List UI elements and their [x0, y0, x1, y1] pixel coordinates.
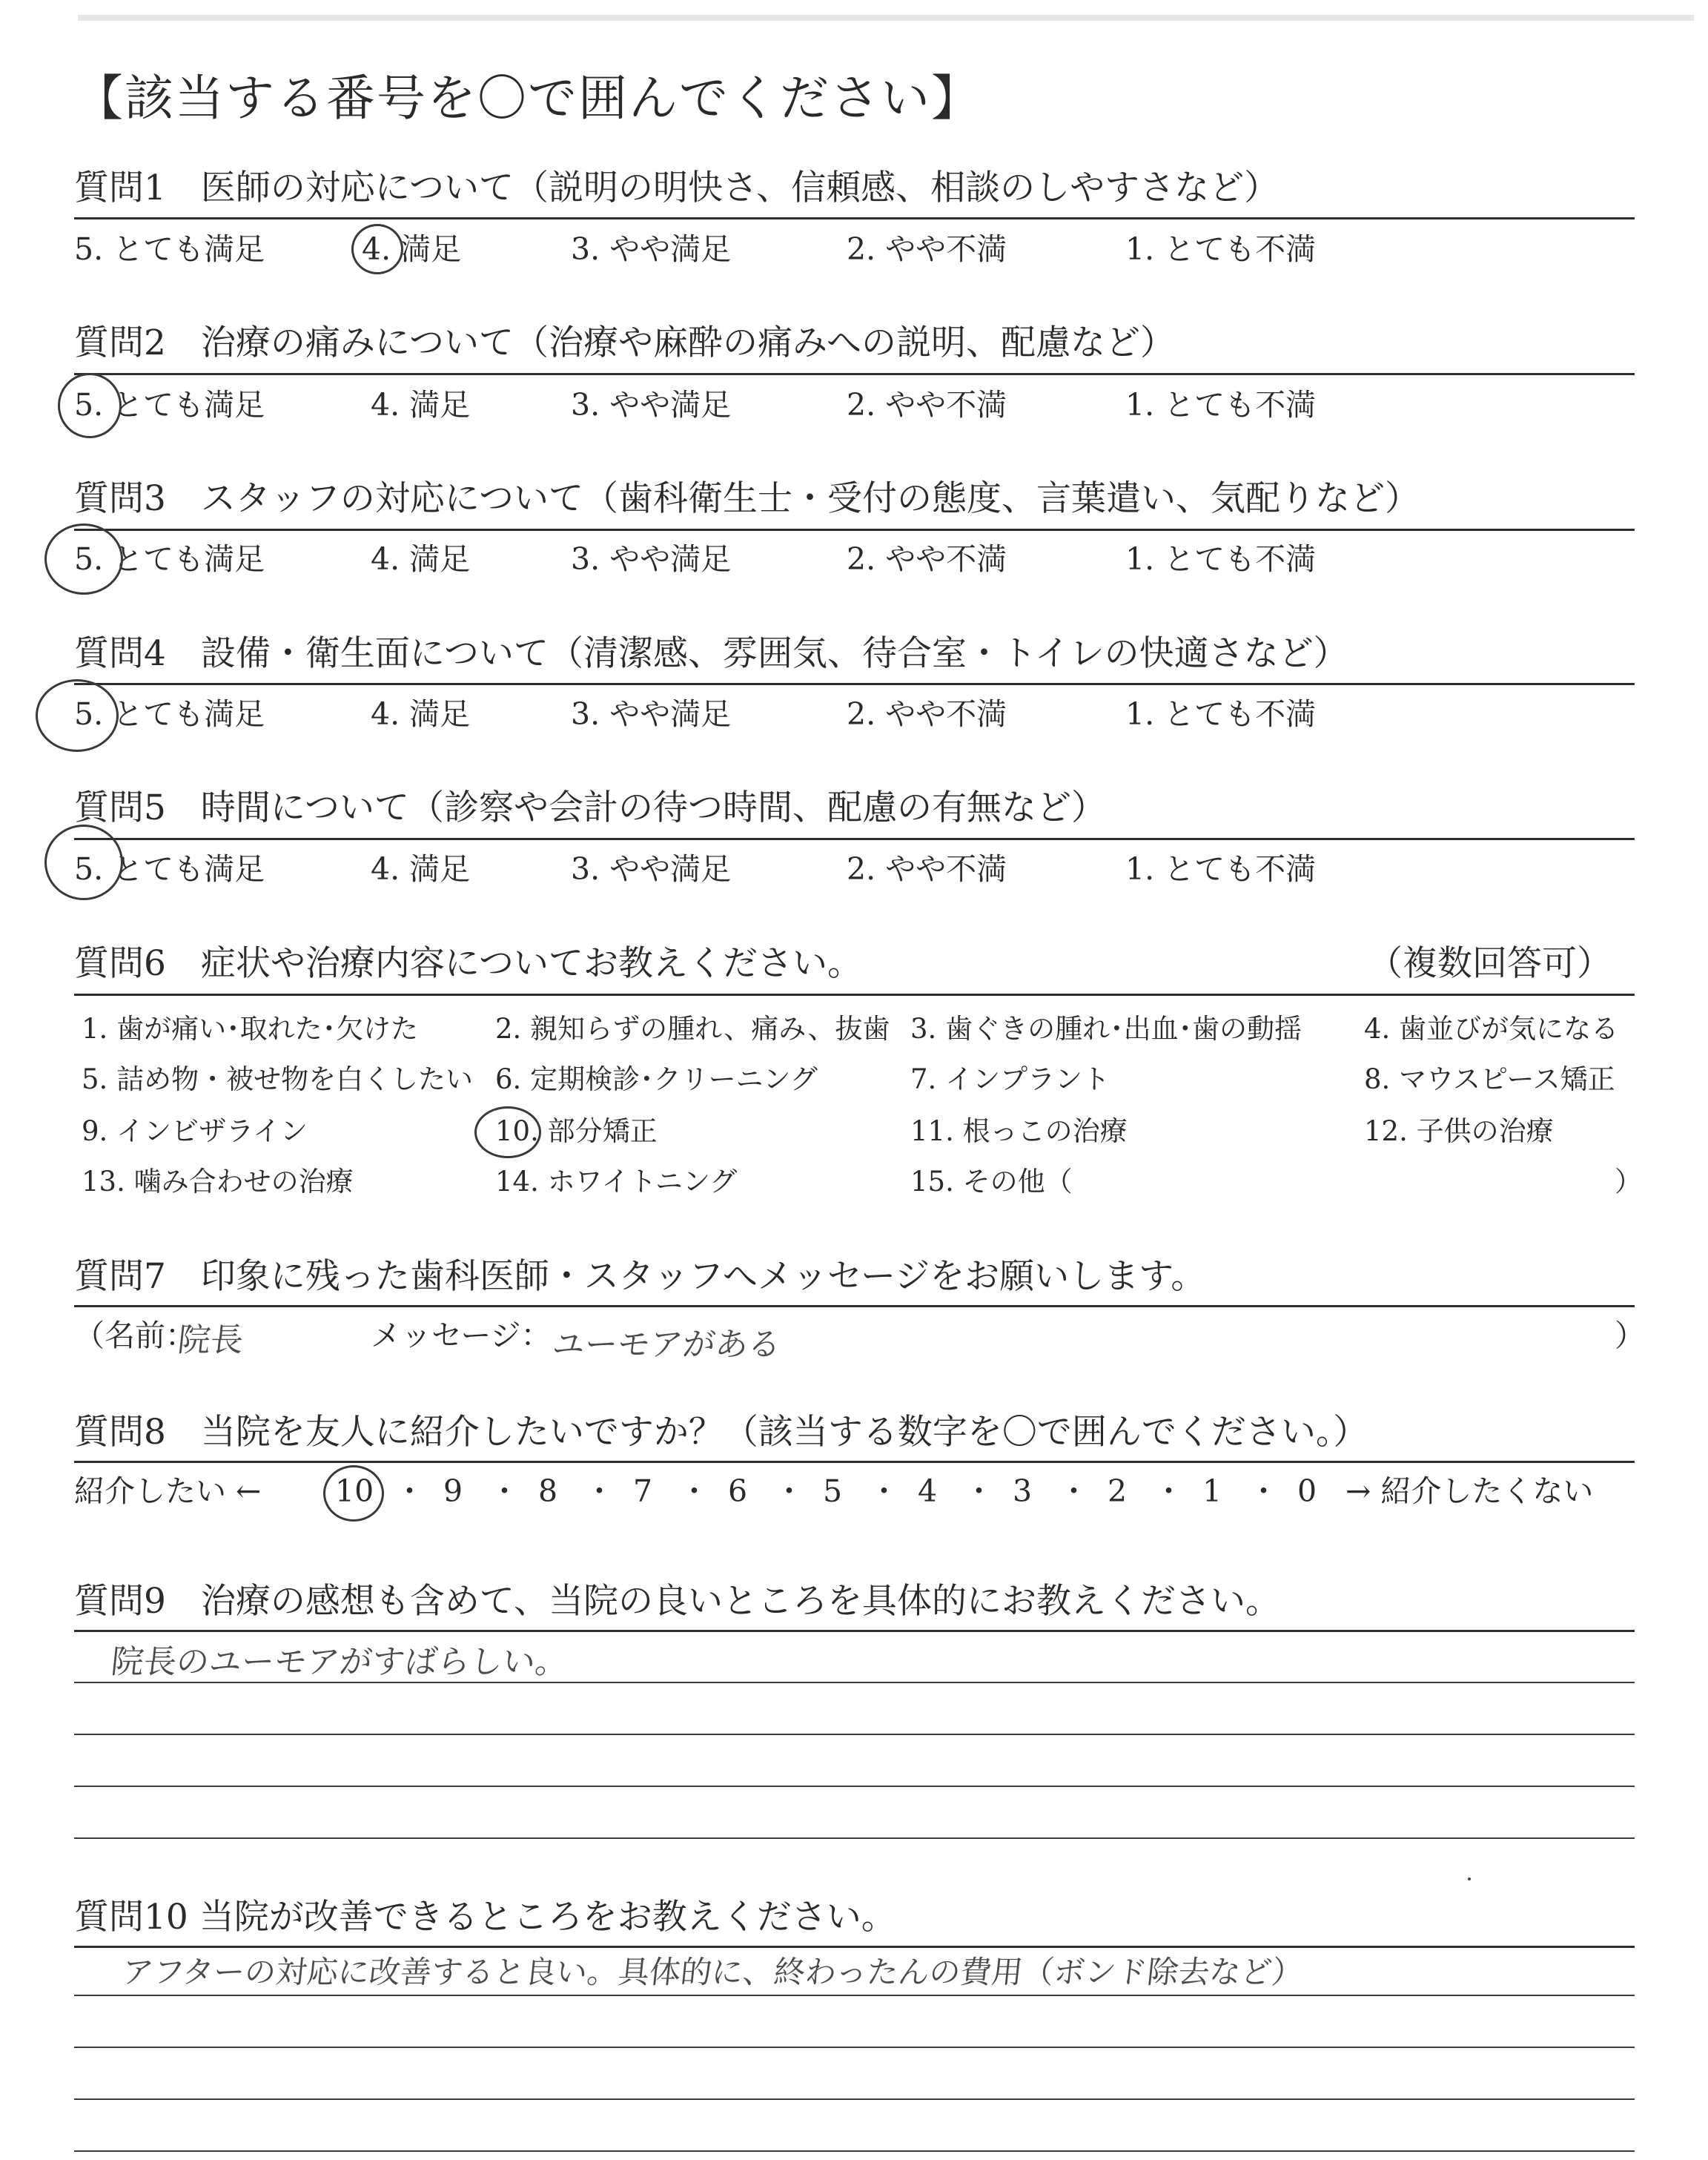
q6-option-1[interactable]: 1. 歯が痛い･取れた･欠けた [82, 1013, 419, 1045]
q4-option-1[interactable]: 1. とても不満 [1125, 696, 1317, 732]
q2-option-2[interactable]: 2. やや不満 [847, 387, 1007, 423]
q1-option-1[interactable]: 1. とても不満 [1125, 231, 1317, 267]
selection-circle-q5 [44, 825, 123, 900]
answer-line [74, 1786, 1635, 1787]
question-5-rule [74, 838, 1635, 840]
q8-scale-0[interactable]: 0 [1297, 1473, 1317, 1509]
q8-left-label: 紹介したい ← [74, 1473, 262, 1509]
answer-line [74, 1837, 1635, 1839]
q8-separator-dot: ・ [489, 1473, 520, 1509]
selection-circle-q2 [58, 373, 122, 438]
q6-option-7[interactable]: 7. インプラント [910, 1063, 1110, 1095]
q8-scale-9[interactable]: 9 [443, 1473, 463, 1509]
q6-option-10[interactable]: 10. 部分矯正 [495, 1115, 658, 1147]
q8-scale-4[interactable]: 4 [918, 1473, 938, 1509]
q8-separator-dot: ・ [1248, 1473, 1279, 1509]
q3-option-2[interactable]: 2. やや不満 [847, 541, 1007, 577]
question-4-rule [74, 683, 1635, 685]
q3-option-3[interactable]: 3. やや満足 [571, 541, 732, 577]
question-1-rule [74, 217, 1635, 219]
q8-scale-7[interactable]: 7 [633, 1473, 653, 1509]
q10-handwritten-answer[interactable]: アフターの対応に改善すると良い。具体的に、終わったんの費用（ボンド除去など） [120, 1954, 1305, 1990]
q6-option-12[interactable]: 12. 子供の治療 [1364, 1115, 1554, 1147]
answer-line [74, 1734, 1635, 1735]
answer-line [74, 2150, 1635, 2152]
q6-option-13[interactable]: 13. 噛み合わせの治療 [82, 1166, 354, 1198]
question-6-rule [74, 994, 1635, 996]
q6-option-9[interactable]: 9. インビザライン [82, 1115, 308, 1147]
q2-option-1[interactable]: 1. とても不満 [1125, 387, 1317, 423]
q5-option-4[interactable]: 4. 満足 [371, 851, 471, 887]
q8-separator-dot: ・ [774, 1473, 804, 1509]
q4-option-3[interactable]: 3. やや満足 [571, 696, 732, 732]
q6-option-15-close: ） [1615, 1166, 1642, 1198]
q5-option-1[interactable]: 1. とても不満 [1125, 851, 1317, 887]
question-7-title: 質問7 印象に残った歯科医師・スタッフへメッセージをお願いします。 [74, 1256, 1206, 1297]
q8-scale-6[interactable]: 6 [728, 1473, 748, 1509]
q7-close-paren: ） [1615, 1318, 1645, 1353]
q7-message-handwritten[interactable]: ユーモアがある [550, 1326, 783, 1364]
q7-message-label: メッセージ： [371, 1318, 552, 1353]
q8-separator-dot: ・ [679, 1473, 709, 1509]
q1-option-5[interactable]: 5. とても満足 [74, 231, 265, 267]
selection-circle-q4 [36, 679, 119, 752]
q6-option-4[interactable]: 4. 歯並びが気になる [1364, 1013, 1619, 1045]
q3-option-1[interactable]: 1. とても不満 [1125, 541, 1317, 577]
q8-scale-3[interactable]: 3 [1013, 1473, 1033, 1509]
q8-separator-dot: ・ [1153, 1473, 1184, 1509]
q8-scale-1[interactable]: 1 [1202, 1473, 1222, 1509]
scan-speck [1468, 1877, 1471, 1880]
q9-handwritten-answer[interactable]: 院長のユーモアがすばらしい。 [109, 1643, 570, 1681]
q5-option-5[interactable]: 5. とても満足 [74, 851, 265, 887]
selection-circle-q6 [474, 1106, 541, 1158]
q8-scale-2[interactable]: 2 [1108, 1473, 1128, 1509]
q6-option-8[interactable]: 8. マウスピース矯正 [1364, 1063, 1615, 1095]
top-edge-bar [78, 15, 1694, 21]
question-2-rule [74, 373, 1635, 375]
question-8-title: 質問8 当院を友人に紹介したいですか？（該当する数字を〇で囲んでください。） [74, 1412, 1368, 1453]
q4-option-2[interactable]: 2. やや不満 [847, 696, 1007, 732]
q8-separator-dot: ・ [964, 1473, 994, 1509]
selection-circle-q8 [323, 1465, 384, 1522]
q5-option-3[interactable]: 3. やや満足 [571, 851, 732, 887]
q6-option-15[interactable]: 15. その他（ [910, 1166, 1073, 1198]
q2-option-5[interactable]: 5. とても満足 [74, 387, 265, 423]
q6-option-14[interactable]: 14. ホワイトニング [495, 1166, 738, 1198]
selection-circle-q3 [44, 524, 123, 595]
form-heading: 【該当する番号を〇で囲んでください】 [74, 70, 982, 127]
answer-line [74, 2047, 1635, 2048]
q2-option-4[interactable]: 4. 満足 [371, 387, 471, 423]
q1-option-4[interactable]: 4. 満足 [362, 231, 462, 267]
q8-scale-5[interactable]: 5 [823, 1473, 843, 1509]
answer-line [74, 1682, 1635, 1683]
q8-right-label: → 紹介したくない [1345, 1473, 1594, 1509]
question-3-rule [74, 529, 1635, 531]
q1-option-2[interactable]: 2. やや不満 [847, 231, 1007, 267]
q6-option-11[interactable]: 11. 根っこの治療 [910, 1115, 1128, 1147]
question-3-title: 質問3 スタッフの対応について（歯科衛生士・受付の態度、言葉遣い、気配りなど） [74, 478, 1420, 519]
question-8-rule [74, 1461, 1635, 1463]
q7-name-handwritten[interactable]: 院長 [176, 1321, 245, 1359]
q1-option-3[interactable]: 3. やや満足 [571, 231, 732, 267]
q6-option-6[interactable]: 6. 定期検診･クリーニング [495, 1063, 818, 1095]
q8-separator-dot: ・ [1059, 1473, 1089, 1509]
q8-separator-dot: ・ [584, 1473, 615, 1509]
q2-option-3[interactable]: 3. やや満足 [571, 387, 732, 423]
question-2-title: 質問2 治療の痛みについて（治療や麻酔の痛みへの説明、配慮など） [74, 323, 1176, 363]
q6-option-5[interactable]: 5. 詰め物・被せ物を白くしたい [82, 1063, 474, 1095]
q4-option-5[interactable]: 5. とても満足 [74, 696, 265, 732]
q8-scale-10[interactable]: 10 [335, 1473, 374, 1509]
q3-option-5[interactable]: 5. とても満足 [74, 541, 265, 577]
question-7-rule [74, 1305, 1635, 1307]
answer-line [74, 1995, 1635, 1996]
q8-scale-8[interactable]: 8 [538, 1473, 558, 1509]
q6-option-3[interactable]: 3. 歯ぐきの腫れ･出血･歯の動揺 [910, 1013, 1302, 1045]
question-4-title: 質問4 設備・衛生面について（清潔感、雰囲気、待合室・トイレの快適さなど） [74, 633, 1348, 674]
selection-circle-q1 [351, 224, 403, 274]
q6-option-2[interactable]: 2. 親知らずの腫れ、痛み、抜歯 [495, 1013, 890, 1045]
question-10-title: 質問10 当院が改善できるところをお教えください。 [74, 1897, 896, 1938]
q7-name-label: （名前： [74, 1318, 196, 1353]
question-10-rule [74, 1946, 1635, 1948]
q3-option-4[interactable]: 4. 満足 [371, 541, 471, 577]
question-6-title: 質問6 症状や治療内容についてお教えください。 [74, 943, 862, 984]
answer-line [74, 2098, 1635, 2100]
question-5-title: 質問5 時間について（診察や会計の待つ時間、配慮の有無など） [74, 787, 1106, 828]
question-9-title: 質問9 治療の感想も含めて、当院の良いところを具体的にお教えください。 [74, 1581, 1280, 1622]
q5-option-2[interactable]: 2. やや不満 [847, 851, 1007, 887]
q8-separator-dot: ・ [869, 1473, 899, 1509]
question-1-title: 質問1 医師の対応について（説明の明快さ、信頼感、相談のしやすさなど） [74, 168, 1280, 208]
q8-separator-dot: ・ [394, 1473, 425, 1509]
q4-option-4[interactable]: 4. 満足 [371, 696, 471, 732]
question-6-multiple-note: （複数回答可） [1368, 943, 1612, 984]
question-9-rule [74, 1630, 1635, 1632]
